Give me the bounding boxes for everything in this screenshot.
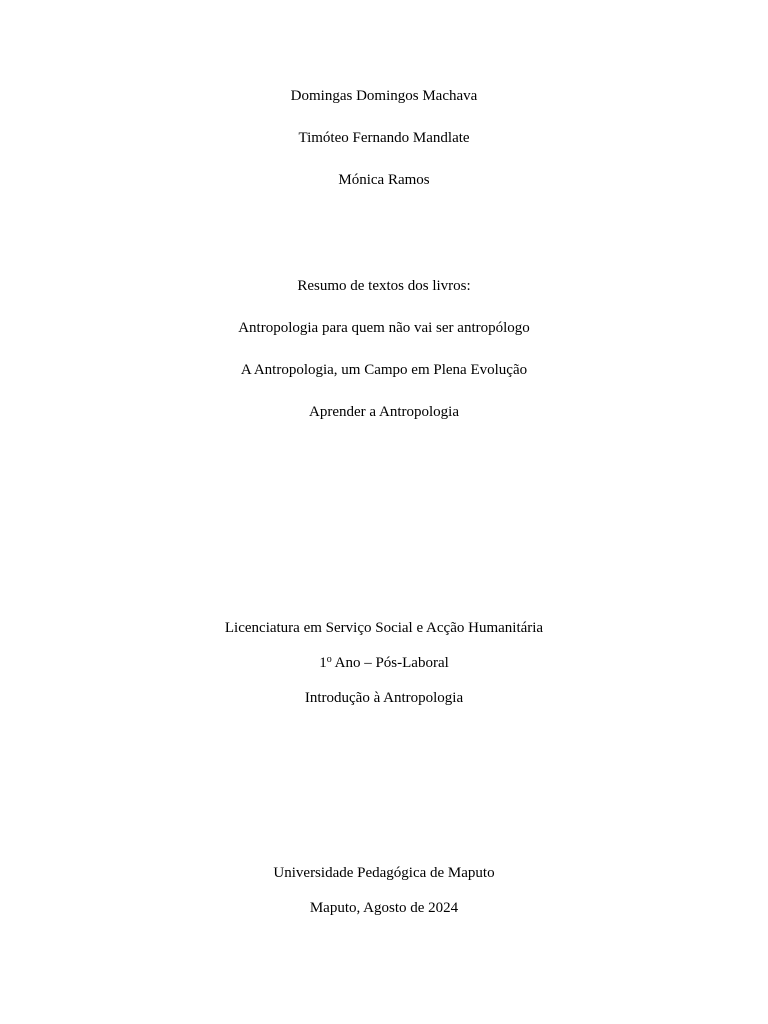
degree-program: Licenciatura em Serviço Social e Acção Humanitária bbox=[224, 620, 544, 636]
subject-title: Introdução à Antropologia bbox=[304, 690, 464, 706]
place-date: Maputo, Agosto de 2024 bbox=[309, 900, 459, 916]
author-1: Domingas Domingos Machava bbox=[290, 88, 478, 104]
author-3: Mónica Ramos bbox=[338, 172, 430, 188]
year-number: 1 bbox=[319, 655, 327, 671]
year-ordinal: o bbox=[326, 654, 332, 665]
course-year bbox=[0, 654, 768, 672]
university-name: Universidade Pedagógica de Maputo bbox=[273, 865, 495, 881]
book-title-3: Aprender a Antropologia bbox=[309, 404, 459, 420]
book-title-2: A Antropologia, um Campo em Plena Evolução bbox=[240, 362, 528, 378]
book-title-1: Antropologia para quem não vai ser antropólogo bbox=[238, 320, 530, 336]
author-2: Timóteo Fernando Mandlate bbox=[298, 130, 470, 146]
summary-heading: Resumo de textos dos livros: bbox=[297, 278, 471, 294]
year-rest: Ano – Pós-Laboral bbox=[331, 655, 449, 671]
